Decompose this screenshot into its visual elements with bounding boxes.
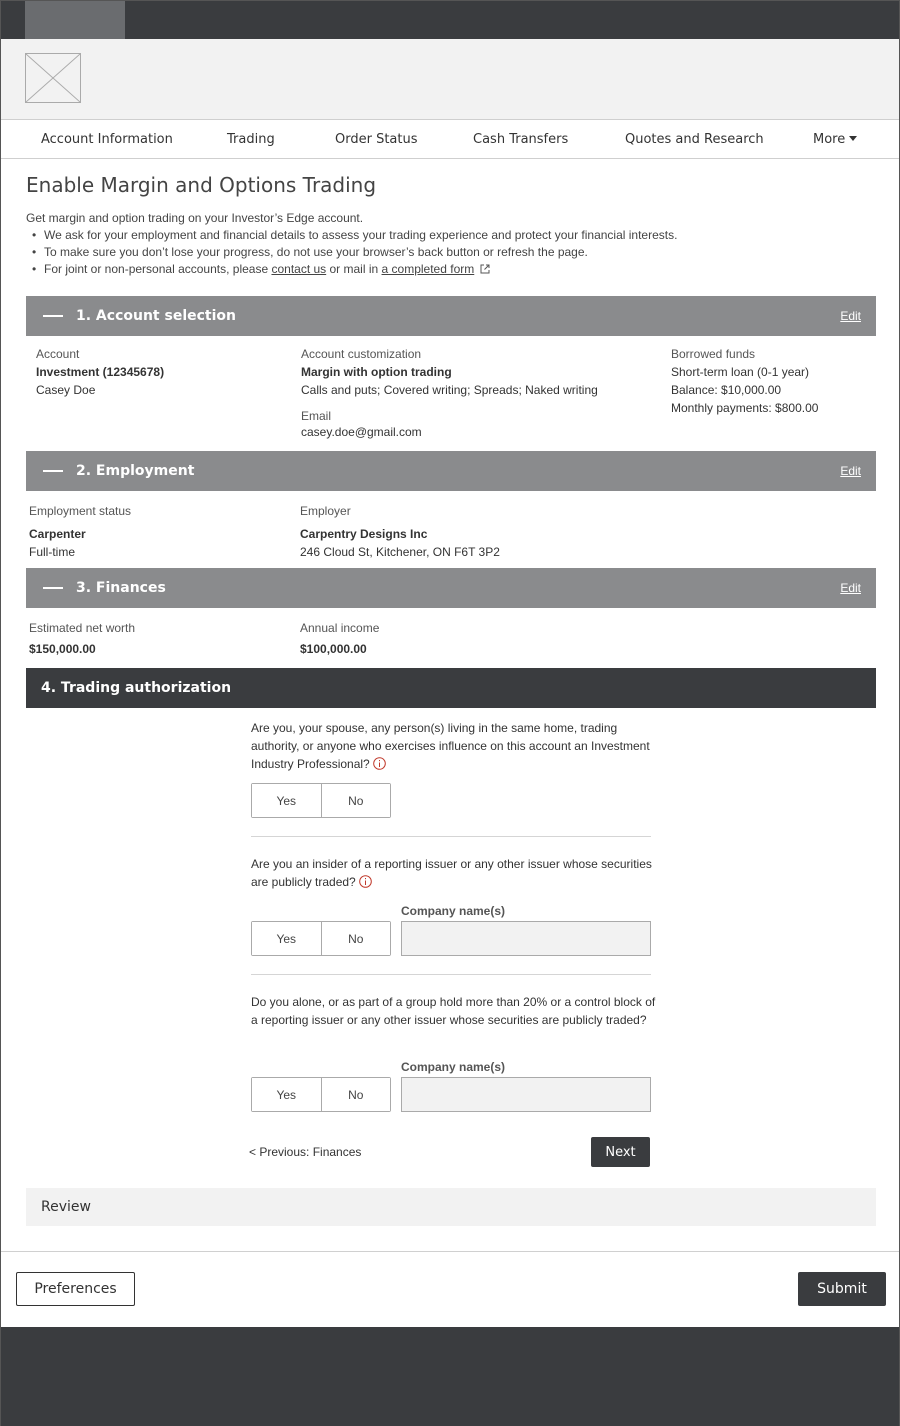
borrowed-monthly: Monthly payments: $800.00 [671, 401, 819, 415]
section-finances-header[interactable] [26, 568, 876, 608]
intro-bullets [26, 227, 677, 278]
next-button[interactable]: Next [591, 1137, 650, 1167]
yes-no-toggle-q3 [251, 1077, 391, 1112]
borrowed-label: Borrowed funds [671, 347, 756, 361]
section-title: 3. Finances [76, 580, 166, 596]
info-icon[interactable] [373, 757, 386, 770]
top-bar [1, 1, 900, 39]
collapse-icon[interactable] [43, 315, 63, 317]
intro-bullet: • We ask for your employment and financial details to assess your trading experience and protect your financial interests. [26, 227, 677, 244]
nav-more[interactable] [813, 132, 857, 147]
edit-account-link[interactable]: Edit [840, 309, 861, 323]
previous-finances-link[interactable]: < Previous: Finances [249, 1145, 362, 1159]
question-control-block [251, 993, 656, 1029]
employer-address: 246 Cloud St, Kitchener, ON F6T 3P2 [300, 545, 500, 559]
question-text: Are you an insider of a reporting issuer or any other issuer whose securities are publicly traded? [251, 857, 652, 889]
company-name-input-q2[interactable] [401, 921, 651, 956]
completed-form-link[interactable]: a completed form [381, 262, 475, 276]
company-name-label: Company name(s) [401, 904, 506, 918]
section-account-header[interactable] [26, 296, 876, 336]
customization-value: Margin with option trading [301, 365, 452, 379]
question-text: Are you, your spouse, any person(s) living in the same home, trading authority, or anyone who exercises influence on this account an Investment Industry Professional? [251, 721, 650, 771]
email-value: casey.doe@gmail.com [301, 425, 422, 439]
employer-name: Carpentry Designs Inc [300, 527, 428, 541]
income-label: Annual income [300, 621, 380, 635]
preferences-button[interactable]: Preferences [16, 1272, 135, 1306]
bullet-text: For joint or non-personal accounts, please [44, 262, 272, 276]
section-title: 1. Account selection [76, 308, 236, 324]
customization-detail: Calls and puts; Covered writing; Spreads; Naked writing [301, 383, 598, 397]
footer-divider [1, 1251, 900, 1252]
income-value: $100,000.00 [300, 642, 367, 656]
header-band [1, 39, 900, 120]
company-name-input-q3[interactable] [401, 1077, 651, 1112]
edit-finances-link[interactable]: Edit [840, 581, 861, 595]
networth-value: $150,000.00 [29, 642, 96, 656]
section-title: 2. Employment [76, 463, 195, 479]
company-name-label: Company name(s) [401, 1060, 506, 1074]
divider [251, 974, 651, 975]
question-text: Do you alone, or as part of a group hold more than 20% or a control block of a reporting issuer or any other issuer whose securities are publicly traded? [251, 995, 656, 1027]
collapse-icon[interactable] [43, 587, 63, 589]
contact-us-link[interactable]: contact us [271, 262, 327, 276]
nav-order-status[interactable]: Order Status [335, 132, 418, 147]
collapse-icon[interactable] [43, 470, 63, 472]
networth-label: Estimated net worth [29, 621, 136, 635]
external-link-icon[interactable] [480, 264, 490, 274]
section-title: 4. Trading authorization [41, 680, 232, 696]
nav-account-information[interactable]: Account Information [41, 132, 173, 147]
nav-quotes-research[interactable]: Quotes and Research [625, 132, 764, 147]
yes-button[interactable]: Yes [252, 922, 322, 955]
account-name: Investment (12345678) [36, 365, 165, 379]
intro-bullet [26, 261, 677, 278]
yes-button[interactable]: Yes [252, 1078, 322, 1111]
info-icon[interactable] [359, 875, 372, 888]
main-nav [1, 121, 900, 159]
section-title: Review [41, 1199, 91, 1215]
intro-text [26, 210, 677, 278]
section-trading-header [26, 668, 876, 708]
logo-placeholder-icon [25, 53, 81, 103]
top-bar-tab[interactable] [25, 1, 125, 39]
question-industry-professional [251, 719, 656, 773]
yes-button[interactable]: Yes [252, 784, 322, 817]
section-employment-header[interactable] [26, 451, 876, 491]
no-button[interactable]: No [322, 922, 391, 955]
no-button[interactable]: No [322, 784, 391, 817]
no-button[interactable]: No [322, 1078, 391, 1111]
intro-line: Get margin and option trading on your Investor’s Edge account. [26, 211, 364, 225]
divider [251, 836, 651, 837]
question-insider [251, 855, 656, 891]
nav-trading[interactable]: Trading [227, 132, 275, 147]
account-label: Account [36, 347, 80, 361]
edit-employment-link[interactable]: Edit [840, 464, 861, 478]
yes-no-toggle-q1 [251, 783, 391, 818]
customization-label: Account customization [301, 347, 422, 361]
employment-status-label: Employment status [29, 504, 132, 518]
employer-label: Employer [300, 504, 351, 518]
email-label: Email [301, 409, 332, 423]
bullet-text: or mail in [326, 262, 382, 276]
borrowed-type: Short-term loan (0-1 year) [671, 365, 810, 379]
nav-cash-transfers[interactable]: Cash Transfers [473, 132, 569, 147]
caret-down-icon [849, 136, 857, 141]
submit-button[interactable]: Submit [798, 1272, 886, 1306]
yes-no-toggle-q2 [251, 921, 391, 956]
borrowed-balance: Balance: $10,000.00 [671, 383, 782, 397]
employment-type: Full-time [29, 545, 76, 559]
nav-more-label: More [813, 132, 846, 147]
bottom-bar [1, 1327, 900, 1426]
employment-status-value: Carpenter [29, 527, 86, 541]
page-title: Enable Margin and Options Trading [26, 173, 377, 197]
section-review-header[interactable] [26, 1188, 876, 1226]
account-holder: Casey Doe [36, 383, 96, 397]
intro-bullet: • To make sure you don’t lose your progress, do not use your browser’s back button or refresh the page. [26, 244, 677, 261]
